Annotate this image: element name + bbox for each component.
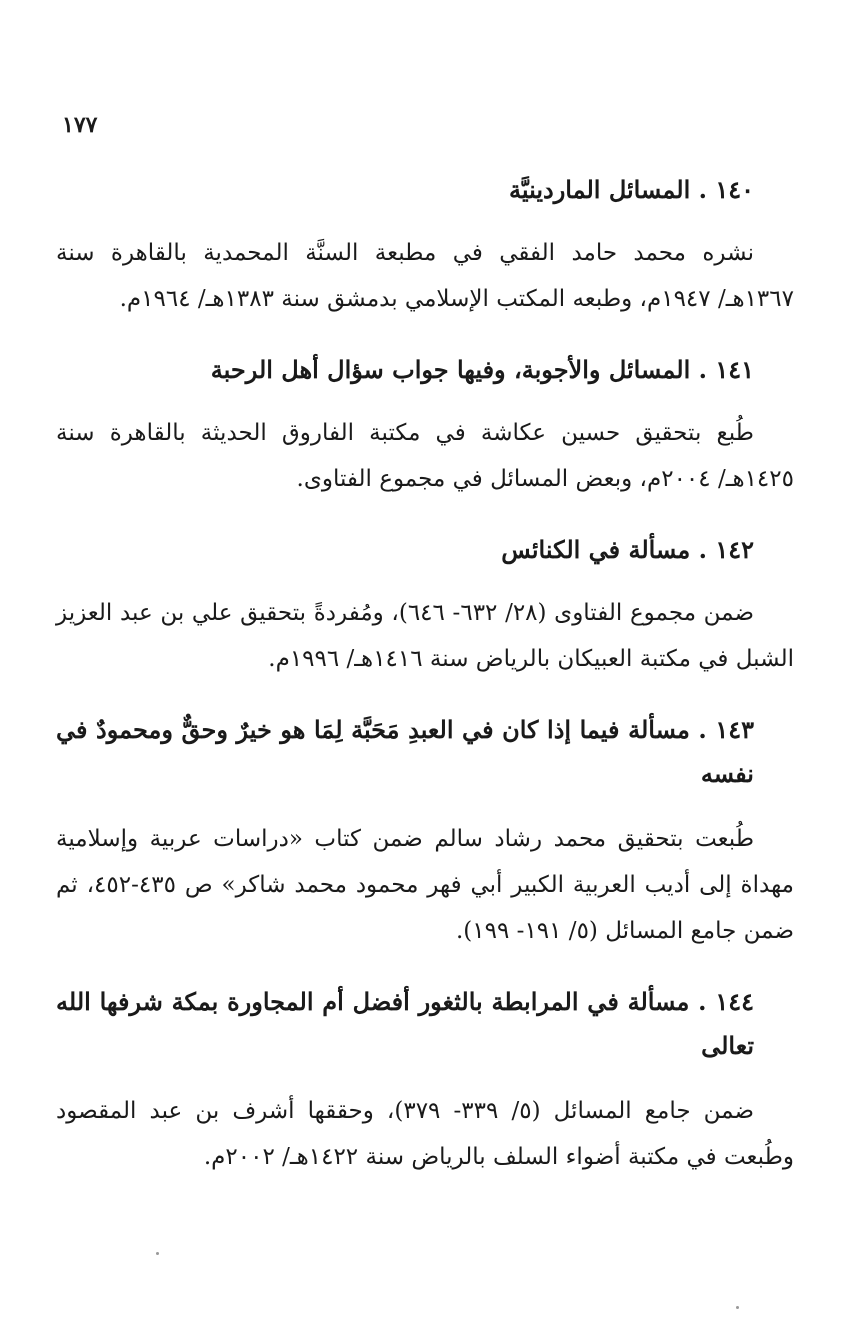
entry-title: ١٤٠ . المسائل الماردينيَّة (508, 175, 754, 204)
entry-body: نشره محمد حامد الفقي في مطبعة السنَّة المحمدية بالقاهرة سنة ١٣٦٧هـ/ ١٩٤٧م، وطبعه المكتب الإسلامي بدمشق سنة ١٣٨٣هـ/ ١٩٦٤م. (56, 240, 794, 312)
entry-body: ضمن مجموع الفتاوى (٢٨/ ٦٣٢- ٦٤٦)، ومُفردةً بتحقيق علي بن عبد العزيز الشبل في مكتبة العبيكان بالرياض سنة ١٤١٦هـ/ ١٩٩٦م. (56, 600, 794, 672)
page-content (56, 168, 794, 1206)
scan-speck (156, 1252, 159, 1255)
entry-title: ١٤٣ . مسألة فيما إذا كان في العبدِ مَحَبَّة لِمَا هو خيرٌ وحقٌّ ومحمودٌ في نفسه (56, 715, 754, 788)
entry-body: ضمن جامع المسائل (٥/ ٣٣٩- ٣٧٩)، وحققها أشرف بن عبد المقصود وطُبعت في مكتبة أضواء السلف بالرياض سنة ١٤٢٢هـ/ ٢٠٠٢م. (56, 1098, 794, 1170)
entry-body: طُبعت بتحقيق محمد رشاد سالم ضمن كتاب «دراسات عربية وإسلامية مهداة إلى أديب العربية الكبير أبي فهر محمود محمد شاكر» ص ٤٣٥-٤٥٢، ثم ضمن جامع المسائل (٥/ ١٩١- ١٩٩). (56, 826, 794, 944)
entry-body: طُبع بتحقيق حسين عكاشة في مكتبة الفاروق الحديثة بالقاهرة سنة ١٤٢٥هـ/ ٢٠٠٤م، وبعض المسائل في مجموع الفتاوى. (56, 420, 794, 492)
entry-title: ١٤٢ . مسألة في الكنائس (501, 535, 754, 564)
scan-speck (736, 1306, 739, 1309)
entry-title: ١٤١ . المسائل والأجوبة، وفيها جواب سؤال أهل الرحبة (210, 355, 754, 384)
page-number: ١٧٧ (62, 112, 98, 138)
entry-title: ١٤٤ . مسألة في المرابطة بالثغور أفضل أم المجاورة بمكة شرفها الله تعالى (56, 987, 754, 1060)
